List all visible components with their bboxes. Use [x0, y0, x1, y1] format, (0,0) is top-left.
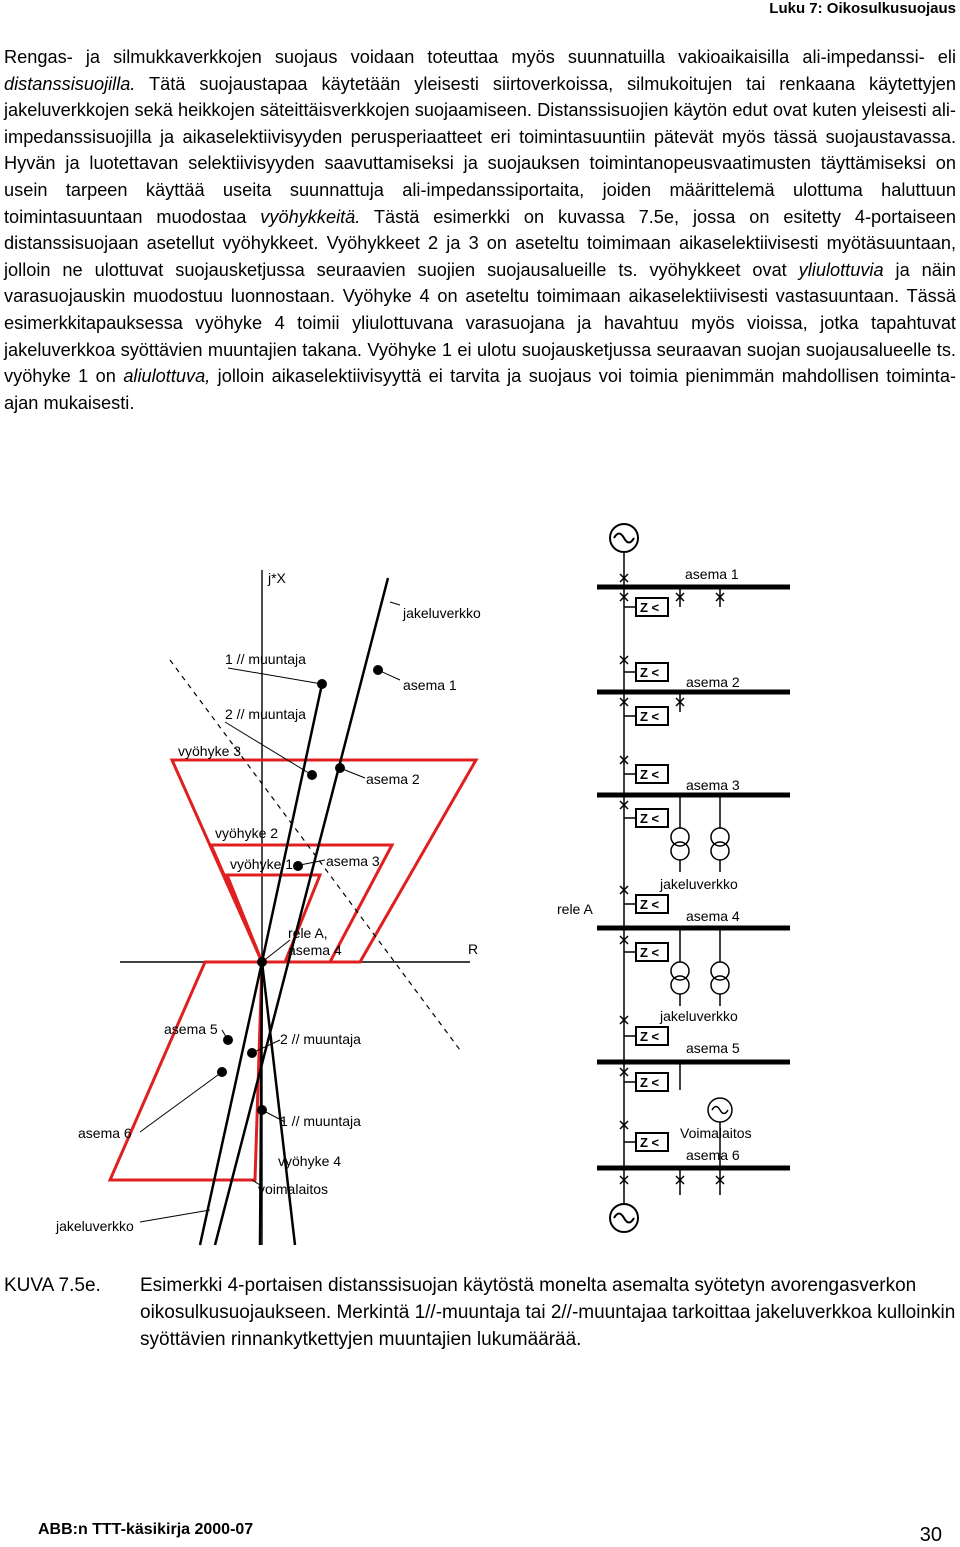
station-label-6: asema 6: [686, 1147, 740, 1163]
relay-symbol: Z <: [640, 600, 660, 615]
point-rele: [257, 957, 267, 967]
voimalaitos-label: Voimalaitos: [680, 1125, 752, 1141]
station-label-3: asema 3: [686, 777, 740, 793]
distance-relay-icon: [624, 943, 668, 961]
italic-term: aliulottuva,: [123, 366, 211, 387]
point-m2: [307, 770, 317, 780]
label-vyohyke1: vyöhyke 1: [230, 856, 294, 872]
distance-relay-icon: [624, 663, 668, 681]
station-label-5: asema 5: [686, 1040, 740, 1056]
label-vyohyke4: vyöhyke 4: [278, 1153, 342, 1169]
label-rele-asema4: asema 4: [288, 942, 342, 958]
point-asema5: [223, 1035, 233, 1045]
distance-relay-icon: [624, 809, 668, 827]
text-segment: jolloin aikaselektiivisyyttä ei tarvita ja suojaus voi toimia pienimmän mahdollisen toiminta-ajan mukaisesti.: [4, 366, 956, 413]
rele-a-label: rele A: [557, 901, 593, 917]
distance-relay-icon: [624, 1073, 668, 1091]
text-segment: Rengas- ja silmukkaverkkojen suojaus voidaan toteuttaa myös suunnatuilla vakioaikaisilla ali-impedanssi- eli: [4, 47, 956, 67]
label-m2-top: 2 // muuntaja: [225, 706, 306, 722]
station-label-1: asema 1: [685, 566, 739, 582]
label-asema3: asema 3: [326, 853, 380, 869]
relay-symbol: Z <: [640, 665, 660, 680]
label-asema5: asema 5: [164, 1021, 218, 1037]
caption-text: Esimerkki 4-portaisen distanssisuojan käytöstä monelta asemalta syötetyn avorengasverkon oikosulkusuojaukseen. Merkintä 1//-muuntaja tai 2//-muuntajaa tarkoittaa jakeluverkkoa kulloinkin syöttävien rinnankytkettyjen muuntajien lukumäärää.: [140, 1275, 956, 1350]
leader-jakelu-bot: [140, 1210, 210, 1222]
label-asema1: asema 1: [403, 677, 457, 693]
figure-7-5e: [0, 515, 960, 1255]
generator-bottom-icon: [610, 1204, 638, 1232]
point-asema2: [335, 763, 345, 773]
relay-symbol: Z <: [640, 897, 660, 912]
point-asema3: [293, 861, 303, 871]
distance-relay-icon: [624, 707, 668, 725]
label-jakeluverkko-top: jakeluverkko: [403, 605, 481, 621]
distance-relay-icon: [624, 1027, 668, 1045]
point-m2bot: [247, 1048, 257, 1058]
transformers-asema3-icon: [671, 828, 729, 872]
page-number: 30: [919, 1524, 942, 1546]
distance-relay-icon: [624, 895, 668, 913]
point-m1bot: [257, 1105, 267, 1115]
label-rele: rele A,: [288, 925, 328, 941]
caption-label: KUVA 7.5e.: [4, 1275, 101, 1296]
italic-term: distanssisuojilla.: [4, 73, 136, 94]
label-m2-bot: 2 // muuntaja: [280, 1031, 361, 1047]
station-label-2: asema 2: [686, 674, 740, 690]
leader-jakeluverkko: [390, 602, 400, 605]
distance-relay-icon: [624, 598, 668, 616]
italic-term: yliulottuvia: [798, 259, 884, 280]
relay-symbol: Z <: [640, 709, 660, 724]
relay-symbol: Z <: [640, 767, 660, 782]
footer-title: ABB:n TTT-käsikirja 2000-07: [38, 1521, 254, 1538]
station-label-4: asema 4: [686, 908, 740, 924]
figure-caption: [4, 1272, 956, 1353]
relay-symbol: Z <: [640, 945, 660, 960]
label-asema2: asema 2: [366, 771, 420, 787]
distance-relay-icon: [624, 765, 668, 783]
relay-symbol: Z <: [640, 1029, 660, 1044]
italic-term: vyöhykkeitä.: [260, 206, 361, 227]
axis-r-label: R: [468, 941, 479, 957]
jakeluverkko-label-2: jakeluverkko: [660, 1008, 738, 1024]
relay-symbol: Z <: [640, 1135, 660, 1150]
label-m1-top: 1 // muuntaja: [225, 651, 306, 667]
network-line-b: [262, 684, 322, 962]
generator-top-icon: [610, 524, 638, 552]
point-m1: [317, 679, 327, 689]
label-voimalaitos: voimalaitos: [258, 1181, 329, 1197]
point-asema6: [217, 1067, 227, 1077]
leader-m1: [228, 668, 322, 684]
label-vyohyke2: vyöhyke 2: [215, 825, 279, 841]
label-asema6: asema 6: [78, 1125, 132, 1141]
relay-symbol: Z <: [640, 811, 660, 826]
single-line-diagram: [557, 524, 790, 1232]
transformers-asema4-icon: [671, 962, 729, 1006]
label-m1-bot: 1 // muuntaja: [280, 1113, 361, 1129]
label-vyohyke3: vyöhyke 3: [178, 743, 242, 759]
text-segment: Tätä suojaustapaa käytetään yleisesti siirtoverkoissa, silmukoitujen tai renkaana käytettyjen jakeluverkkojen sekä heikkojen säteittäisverkkojen suojaamiseen. Distanssisuojien käytön edut ovat kuten yleisesti ali-impedanssisuojilla ja aikaselektiivisyyden perusperiaatteet eri toimintasuuntiin pätevät myös tässä suojaustavassa. Hyvän ja luotettavan selektiivisyyden saavuttamiseksi ja suojauksen toimintanopeusvaatimusten täyttämiseksi on usein tarpeen käyttää useita suunnattuja ali-impedanssiportaita, joiden määrittelemä ulottuma haluttuun toimintasuuntaan muodostaa: [4, 73, 956, 227]
rx-diagram: [55, 570, 481, 1245]
jakeluverkko-label-1: jakeluverkko: [660, 876, 738, 892]
text-segment: Tästä esimerkki on kuvassa 7.5e, jossa on esitetty 4-portaiseen distanssisuojaan asetellut vyöhykkeet. Vyöhykkeet 2 ja 3 on aseteltu toimimaan aikaselektiivisesti myötäsuuntaan, jolloin ne ulottuvat suojausketjussa seuraavien suojien suojausalueille ts. vyöhykkeet ovat: [4, 206, 956, 280]
body-paragraph: [4, 44, 956, 416]
distance-relay-icon: [624, 1133, 668, 1151]
relay-symbol: Z <: [640, 1075, 660, 1090]
text-segment: ja näin varasuojauskin muodostuu luonnostaan. Vyöhyke 4 on aseteltu toimimaan aikaselektiivisesti vastasuuntaan. Tässä esimerkkitapauksessa vyöhyke 4 toimii yliulottuvana varasuojana ja havahtuu myös vioissa, jotka tapahtuvat jakeluverkkoa syöttävien muuntajien takana. Vyöhyke 1 ei ulotu suojausketjussa seuraavan suojan suojausalueelle ts. vyöhyke 1 on: [4, 259, 956, 387]
axis-jx-label: j*X: [268, 570, 286, 586]
point-asema1: [373, 665, 383, 675]
label-jakeluverkko-bot: jakeluverkko: [56, 1218, 134, 1234]
chapter-header: Luku 7: Oikosulkusuojaus: [769, 0, 956, 17]
